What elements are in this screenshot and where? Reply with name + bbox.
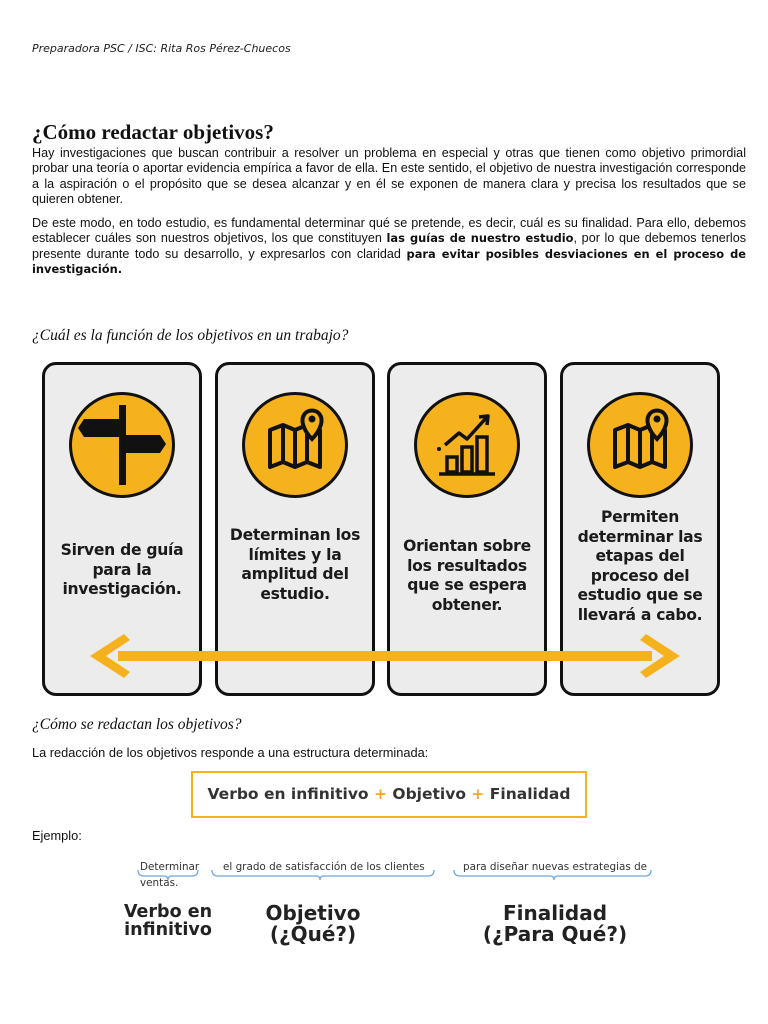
bold-phrase: para evitar posibles desviaciones en el proceso de investigación.: [32, 246, 746, 277]
map-pin-icon: [590, 395, 690, 495]
example-object-label: Objetivo (¿Qué?): [265, 901, 361, 946]
example-object-text: el grado de satisfacción de los clientes: [223, 861, 425, 873]
bold-phrase: las guías de nuestro estudio: [386, 231, 574, 246]
card-text: Permiten determinar las etapas del proceso del estudio que se llevará a cabo.: [577, 508, 703, 624]
example-label: Ejemplo:: [32, 828, 82, 843]
growth-chart-icon: [417, 395, 517, 495]
map-pin-icon: [245, 395, 345, 495]
icon-circle: [242, 392, 348, 498]
structure-intro: La redacción de los objetivos responde a una estructura determinada:: [32, 745, 429, 760]
example-brackets: [130, 862, 660, 882]
signpost-icon: [72, 395, 172, 495]
card-text: Sirven de guía para la investigación.: [60, 541, 184, 598]
icon-circle: [69, 392, 175, 498]
double-arrow-icon: [90, 632, 680, 680]
icon-circle: [414, 392, 520, 498]
formula-objective: Objetivo: [392, 785, 466, 803]
example-continuation-text: ventas.: [140, 877, 179, 889]
page-header: Preparadora PSC / ISC: Rita Ros Pérez-Chuecos: [32, 42, 291, 55]
intro-paragraph: Hay investigaciones que buscan contribuir a resolver un problema en especial y otras que tienen como objetivo primordial probar una teoría o aportar evidencia empírica a favor de ella. En este sentido, el objetivo de nuestra investigación corresponde a la aspiración o el propósito que se desea alcanzar y en él se exponen de manera clara y precisa los resultados que se quieren obtener.: [32, 146, 746, 207]
formula-purpose: Finalidad: [489, 785, 571, 803]
example-purpose-text: para diseñar nuevas estrategias de: [463, 861, 648, 873]
example-verb-text: Determinar: [140, 861, 200, 873]
second-paragraph: [32, 216, 746, 278]
card-text: Determinan los límites y la amplitud del estudio.: [229, 526, 361, 603]
example-purpose-label: Finalidad (¿Para Qué?): [482, 901, 628, 946]
formula-plus: +: [374, 785, 387, 803]
paragraph-text: De este modo, en todo estudio, es fundamental determinar qué se pretende, es decir, cuál es su finalidad. Para ello, debemos establecer cuáles son nuestros objetivos, los que constituyen: [32, 216, 746, 246]
formula-verb: Verbo en infinitivo: [207, 785, 369, 803]
page-title: ¿Cómo redactar objetivos?: [32, 120, 274, 144]
formula-plus: +: [471, 785, 485, 803]
card-text: Orientan sobre los resultados que se espera obtener.: [403, 537, 531, 614]
example-verb-label: Verbo en infinitivo: [123, 902, 213, 941]
paragraph-text: , por lo que debemos tenerlos presente durante todo su desarrollo, y expresarlos con claridad: [32, 231, 746, 261]
section-heading-function: ¿Cuál es la función de los objetivos en un trabajo?: [32, 327, 349, 344]
icon-circle: [587, 392, 693, 498]
formula-box: [191, 771, 587, 818]
section-heading-how: ¿Cómo se redactan los objetivos?: [32, 716, 242, 733]
